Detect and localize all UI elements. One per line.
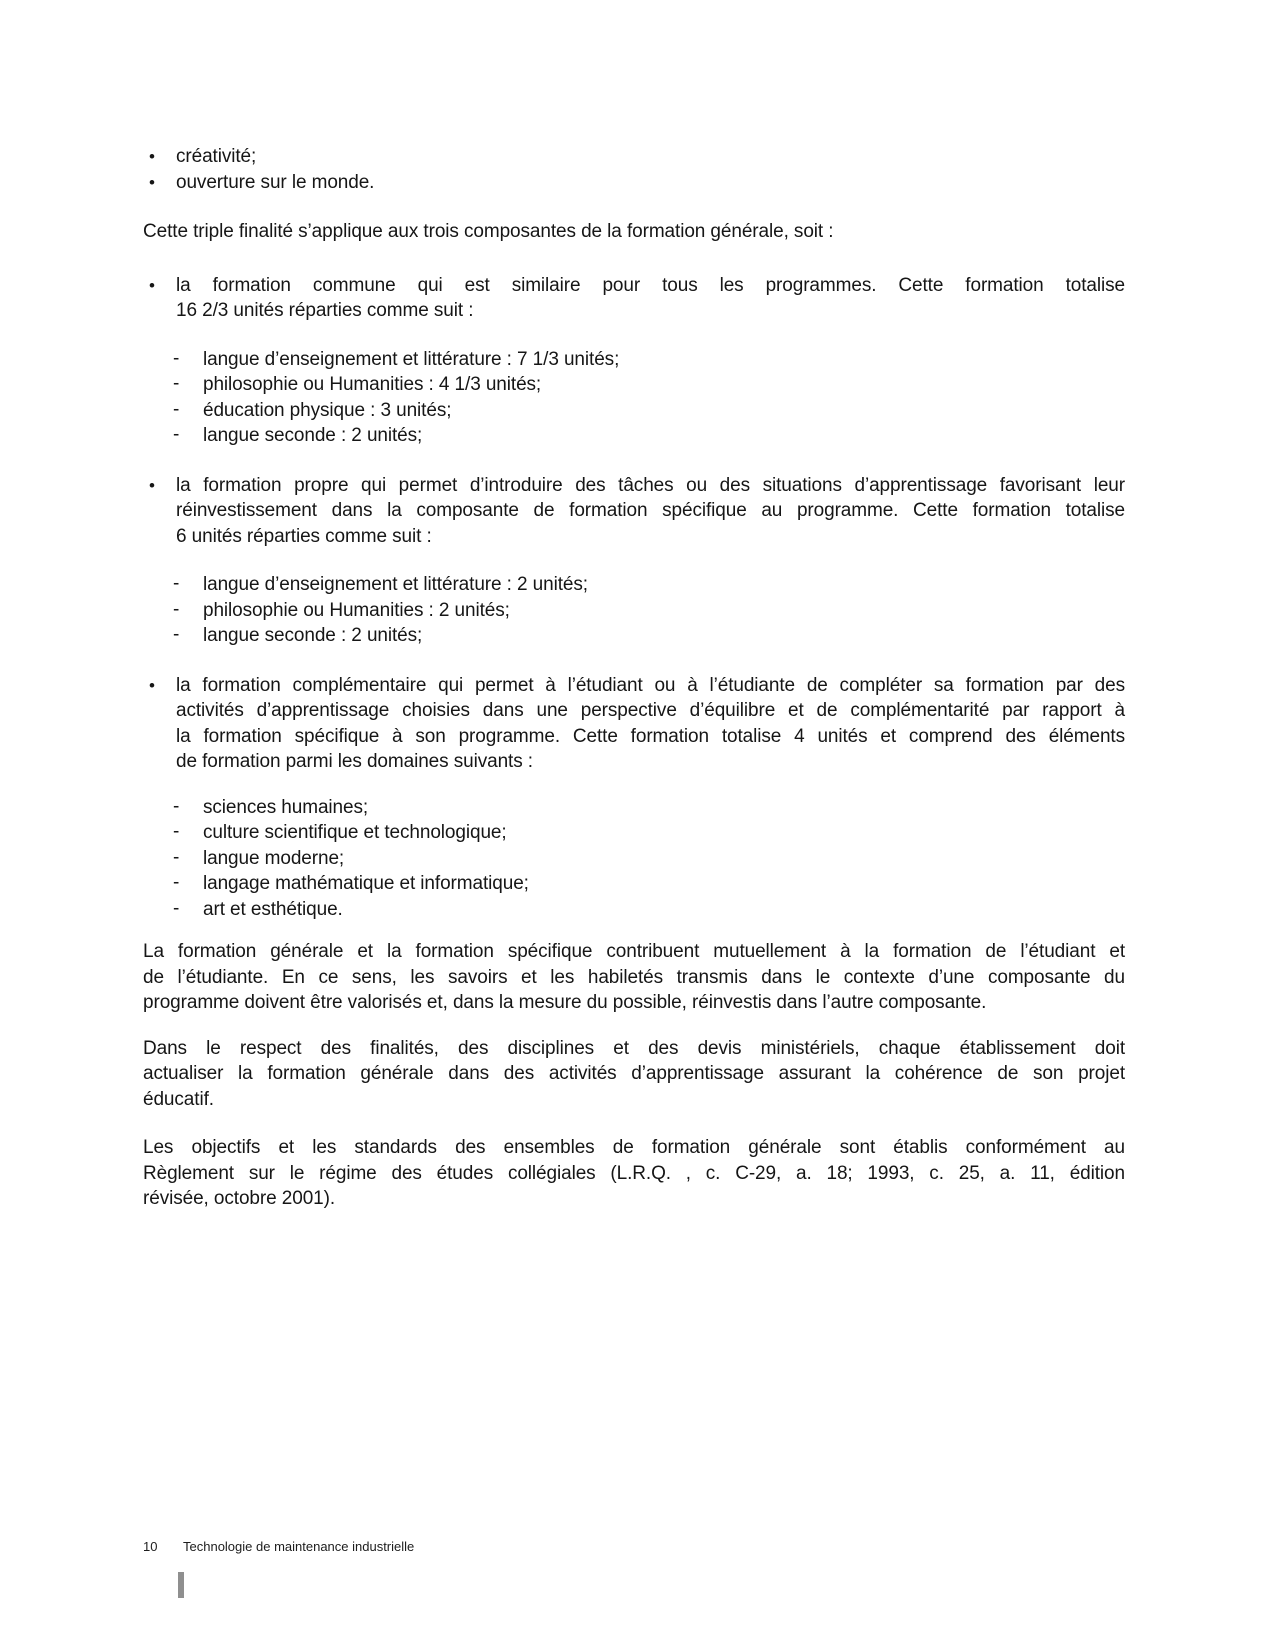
bullet-marker: • xyxy=(149,172,155,192)
dash-item-text: langue moderne; xyxy=(203,847,345,869)
dash-list-item xyxy=(143,398,1125,424)
bullet-paragraph xyxy=(143,673,1125,775)
page-number: 10 xyxy=(143,1539,158,1554)
paragraph-line: Règlement sur le régime des études collégiales (L.R.Q. , c. C-29, a. 18; 1993, c. 25, a. 11, édition xyxy=(143,1162,1125,1184)
dash-item-text: langue seconde : 2 unités; xyxy=(203,425,423,446)
dash-item-text: art et esthétique. xyxy=(203,898,343,920)
dash-item-text: philosophie ou Humanities : 2 unités; xyxy=(203,599,510,621)
dash-list xyxy=(143,347,1125,449)
paragraph-line: activités d’apprentissage choisies dans une perspective d’équilibre et de complémentarité par rapport à xyxy=(176,700,1125,721)
dash-list-item xyxy=(143,846,1125,872)
dash-item-text: éducation physique : 3 unités; xyxy=(203,399,452,421)
paragraph-line: révisée, octobre 2001). xyxy=(143,1188,336,1209)
paragraph-line: la formation complémentaire qui permet à l’étudiant ou à l’étudiante de compléter sa formation par des xyxy=(176,674,1125,696)
bullet-paragraph xyxy=(143,273,1125,324)
paragraph-line: la formation propre qui permet d’introduire des tâches ou des situations d’apprentissage favorisant leur xyxy=(176,474,1125,496)
page-footer xyxy=(143,1539,414,1555)
paragraph-line: réinvestissement dans la composante de formation spécifique au programme. Cette formation totalise xyxy=(176,500,1125,521)
dash-list-item xyxy=(143,623,1125,649)
bullet-list xyxy=(143,144,1125,195)
paragraph-line: Dans le respect des finalités, des disciplines et des devis ministériels, chaque établissement doit xyxy=(143,1037,1125,1059)
document-body xyxy=(143,144,1125,1212)
dash-item-text: langage mathématique et informatique; xyxy=(203,873,529,894)
dash-list-item xyxy=(143,820,1125,846)
dash-marker: - xyxy=(173,624,180,645)
bullet-paragraph xyxy=(143,473,1125,550)
paragraph-line: Les objectifs et les standards des ensembles de formation générale sont établis conformément au xyxy=(143,1137,1125,1158)
dash-item-text: sciences humaines; xyxy=(203,796,369,818)
dash-list-item xyxy=(143,795,1125,821)
dash-marker: - xyxy=(173,598,180,620)
paragraph-line: la formation spécifique à son programme. Cette formation totalise 4 unités et comprend des éléments xyxy=(176,725,1125,747)
bullet-marker: • xyxy=(149,675,155,695)
dash-marker: - xyxy=(173,897,180,919)
dash-list xyxy=(143,795,1125,923)
paragraph-line: 16 2/3 unités réparties comme suit : xyxy=(176,300,474,321)
dash-item-text: culture scientifique et technologique; xyxy=(203,822,507,843)
paragraph-line: de formation parmi les domaines suivants : xyxy=(176,751,533,772)
paragraph-line: 6 unités réparties comme suit : xyxy=(176,525,432,547)
paragraph xyxy=(143,1036,1125,1113)
dash-marker: - xyxy=(173,398,180,420)
footer-title: Technologie de maintenance industrielle xyxy=(183,1539,415,1554)
bullet-marker: • xyxy=(149,475,155,495)
bullet-marker: • xyxy=(149,275,155,295)
bullet-item-text: ouverture sur le monde. xyxy=(176,171,375,193)
paragraph-line: Cette triple finalité s’applique aux trois composantes de la formation générale, soit : xyxy=(143,221,834,242)
dash-list-item xyxy=(143,347,1125,373)
dash-marker: - xyxy=(173,846,180,868)
dash-item-text: philosophie ou Humanities : 4 1/3 unités; xyxy=(203,374,542,395)
paragraph-line: éducatif. xyxy=(143,1088,214,1110)
dash-list-item xyxy=(143,423,1125,449)
dash-list-item xyxy=(143,572,1125,598)
dash-marker: - xyxy=(173,373,180,394)
paragraph-line: La formation générale et la formation spécifique contribuent mutuellement à la formation de l’étudiant et xyxy=(143,941,1125,962)
dash-list-item xyxy=(143,372,1125,398)
paragraph xyxy=(143,939,1125,1016)
dash-marker: - xyxy=(173,821,180,842)
paragraph xyxy=(143,219,1125,245)
dash-marker: - xyxy=(173,347,180,369)
paragraph-line: actualiser la formation générale dans des activités d’apprentissage assurant la cohérence de son projet xyxy=(143,1063,1125,1084)
dash-item-text: langue d’enseignement et littérature : 7 1/3 unités; xyxy=(203,348,620,370)
paragraph-line: programme doivent être valorisés et, dans la mesure du possible, réinvestis dans l’autre composante. xyxy=(143,992,987,1013)
dash-marker: - xyxy=(173,573,180,594)
bullet-item-text: créativité; xyxy=(176,146,257,167)
paragraph-line: de l’étudiante. En ce sens, les savoirs et les habiletés transmis dans le contexte d’une composante du xyxy=(143,966,1125,988)
gray-marker-bar xyxy=(178,1572,184,1598)
dash-list-item xyxy=(143,598,1125,624)
dash-marker: - xyxy=(173,424,180,445)
dash-item-text: langue seconde : 2 unités; xyxy=(203,625,423,646)
paragraph xyxy=(143,1135,1125,1212)
bullet-list-item xyxy=(143,144,1125,170)
dash-marker: - xyxy=(173,795,180,817)
dash-list-item xyxy=(143,897,1125,923)
bullet-list-item xyxy=(143,170,1125,196)
paragraph-line: la formation commune qui est similaire pour tous les programmes. Cette formation totalise xyxy=(176,274,1125,296)
dash-item-text: langue d’enseignement et littérature : 2 unités; xyxy=(203,574,588,595)
dash-marker: - xyxy=(173,872,180,893)
dash-list xyxy=(143,572,1125,649)
bullet-marker: • xyxy=(149,147,155,166)
dash-list-item xyxy=(143,871,1125,897)
